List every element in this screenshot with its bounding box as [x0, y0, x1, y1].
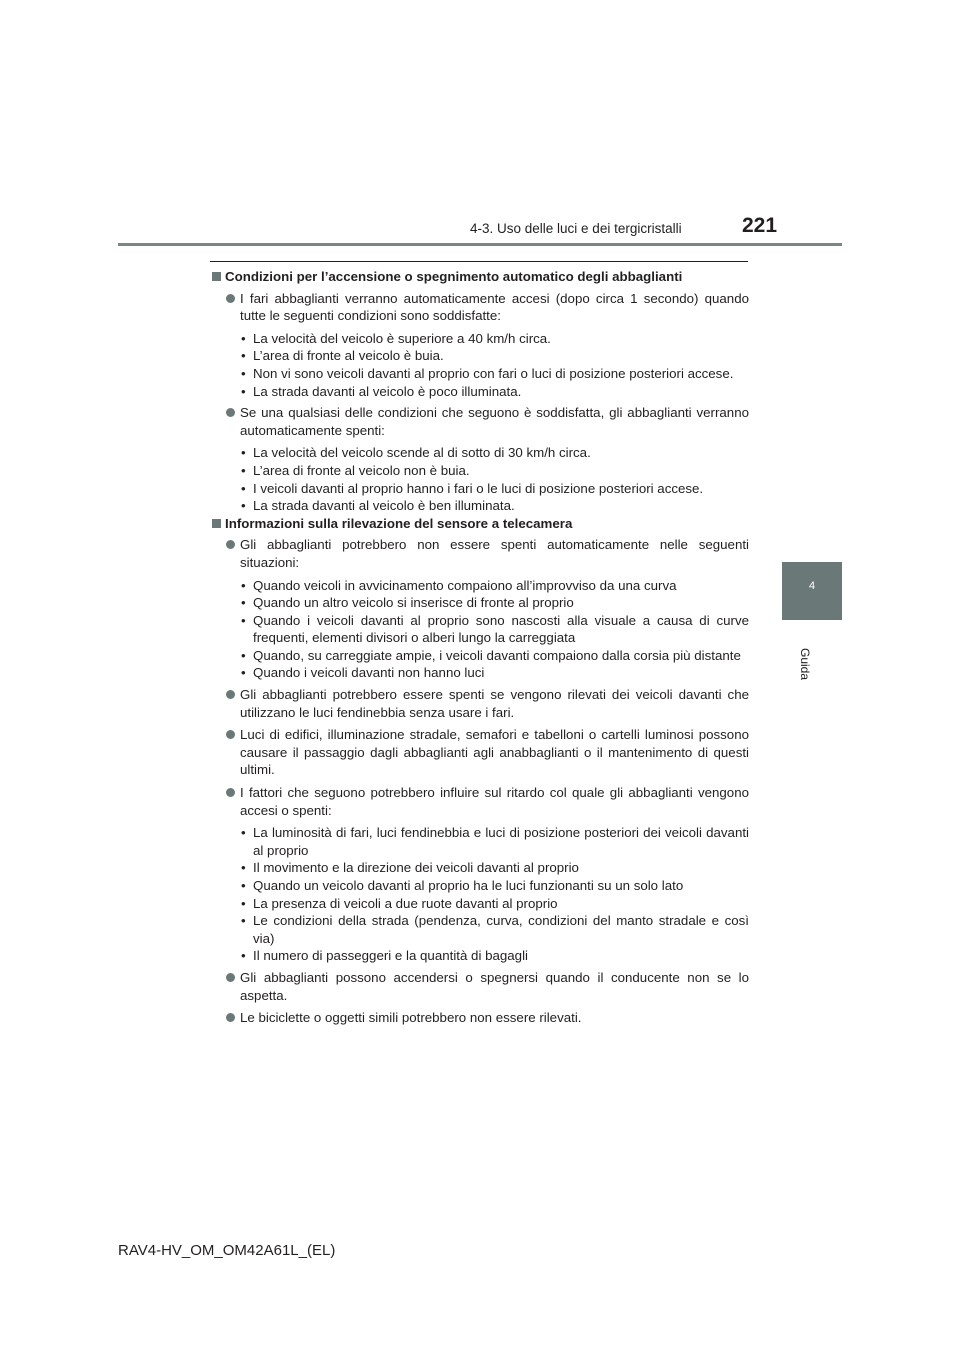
- list-item-text: La strada davanti al veicolo è poco illuminata.: [253, 383, 522, 399]
- chapter-tab: [782, 562, 842, 620]
- header-rule: [118, 243, 842, 246]
- list-item: [240, 647, 749, 665]
- bullet-dot-icon: •: [241, 895, 246, 911]
- list-item-text: I veicoli davanti al proprio hanno i fari o le luci di posizione posteriori accese.: [253, 480, 704, 496]
- list-item-text: L’area di fronte al veicolo non è buia.: [253, 462, 470, 478]
- circle-bullet-icon: [226, 1013, 235, 1022]
- section-heading-text: Informazioni sulla rilevazione del sensore a telecamera: [225, 515, 573, 531]
- paragraph-text: Gli abbaglianti potrebbero non essere spenti automaticamente nelle seguenti situazioni:: [240, 537, 749, 570]
- paragraph-text: Se una qualsiasi delle condizioni che seguono è soddisfatta, gli abbaglianti verranno automaticamente spenti:: [240, 405, 749, 438]
- circle-bullet-icon: [226, 690, 235, 699]
- bullet-dot-icon: •: [241, 647, 246, 663]
- list-item: [240, 347, 749, 365]
- bullet-dot-icon: •: [241, 878, 246, 893]
- list-item-text: Quando un veicolo davanti al proprio ha le luci funzionanti su un solo lato: [253, 878, 684, 893]
- paragraph-text: Le biciclette o oggetti simili potrebbero non essere rilevati.: [240, 1010, 582, 1026]
- header-section-title: 4-3. Uso delle luci e dei tergicristalli: [470, 221, 682, 236]
- paragraph-text: Gli abbaglianti possono accendersi o spegnersi quando il conducente non se lo aspetta.: [240, 969, 749, 1003]
- circle-bullet-icon: [226, 788, 235, 797]
- paragraph-text: Luci di edifici, illuminazione stradale, semafori e tabelloni o cartelli luminosi possono causare il passaggio dagli abbaglianti agli anabbaglianti o il mantenimento di questi ultimi.: [240, 727, 749, 778]
- list-item: [240, 444, 749, 462]
- list-item: [240, 877, 749, 895]
- circle-bullet-icon: [226, 973, 235, 982]
- list-item: [240, 383, 749, 401]
- square-bullet-icon: [212, 272, 221, 281]
- list-item: [240, 594, 749, 612]
- bullet-dot-icon: •: [241, 445, 246, 461]
- bullet-dot-icon: •: [241, 860, 246, 876]
- list-item: [240, 824, 749, 859]
- section-heading: [211, 515, 749, 533]
- paragraph: [211, 686, 749, 721]
- bullet-list: [240, 824, 749, 965]
- page-number: 221: [742, 214, 778, 237]
- section-heading: [211, 268, 749, 286]
- bullet-list: [240, 330, 749, 400]
- list-item-text: Le condizioni della strada (pendenza, curva, condizioni del manto stradale e così via): [253, 913, 749, 946]
- footer-document-code: RAV4-HV_OM_OM42A61L_(EL): [118, 1242, 336, 1259]
- section-heading-text: Condizioni per l’accensione o spegnimento automatico degli abbaglianti: [225, 269, 683, 284]
- content-rule: [210, 261, 748, 262]
- list-item: [240, 330, 749, 348]
- list-item: [240, 365, 749, 383]
- paragraph: [211, 536, 749, 571]
- list-item-text: Quando i veicoli davanti al proprio sono nascosti alla visuale a causa di curve frequenti, elementi divisori o alberi lungo la carreggiata: [253, 612, 749, 646]
- circle-bullet-icon: [226, 540, 235, 549]
- list-item: [240, 664, 749, 682]
- list-item-text: La velocità del veicolo è superiore a 40 km/h circa.: [253, 330, 551, 346]
- page-content: [211, 268, 749, 1032]
- bullet-dot-icon: •: [241, 462, 246, 478]
- paragraph: [211, 784, 749, 819]
- bullet-dot-icon: •: [241, 480, 246, 496]
- circle-bullet-icon: [226, 294, 235, 303]
- paragraph: [211, 726, 749, 779]
- square-bullet-icon: [212, 519, 221, 528]
- bullet-dot-icon: •: [241, 612, 246, 628]
- chapter-number: 4: [808, 580, 816, 592]
- paragraph-text: I fattori che seguono potrebbero influire sul ritardo col quale gli abbaglianti vengono accesi o spenti:: [240, 785, 749, 818]
- list-item-text: Quando veicoli in avvicinamento compaiono all’improvviso da una curva: [253, 577, 677, 593]
- list-item: [240, 612, 749, 647]
- list-item-text: Il movimento e la direzione dei veicoli davanti al proprio: [253, 860, 579, 876]
- paragraph-text: Gli abbaglianti potrebbero essere spenti se vengono rilevati dei veicoli davanti che utilizzano le luci fendinebbia senza usare i fari.: [240, 687, 749, 720]
- bullet-dot-icon: •: [241, 595, 246, 611]
- bullet-dot-icon: •: [241, 825, 246, 841]
- list-item-text: Non vi sono veicoli davanti al proprio con fari o luci di posizione posteriori accese.: [253, 365, 734, 381]
- list-item: [240, 462, 749, 480]
- list-item-text: Il numero di passeggeri e la quantità di bagagli: [253, 948, 528, 964]
- list-item-text: Quando un altro veicolo si inserisce di fronte al proprio: [253, 595, 574, 611]
- paragraph-text: I fari abbaglianti verranno automaticamente accesi (dopo circa 1 secondo) quando tutte le seguenti condizioni sono soddisfatte:: [240, 290, 749, 324]
- list-item: [240, 497, 749, 515]
- list-item-text: La presenza di veicoli a due ruote davanti al proprio: [253, 895, 558, 911]
- bullet-dot-icon: •: [241, 498, 246, 514]
- bullet-dot-icon: •: [241, 348, 246, 364]
- bullet-dot-icon: •: [241, 383, 246, 399]
- bullet-list: [240, 577, 749, 683]
- bullet-list: [240, 444, 749, 514]
- circle-bullet-icon: [226, 730, 235, 739]
- list-item: [240, 480, 749, 498]
- bullet-dot-icon: •: [241, 913, 246, 929]
- paragraph: [211, 969, 749, 1004]
- bullet-dot-icon: •: [241, 577, 246, 593]
- list-item-text: Quando, su carreggiate ampie, i veicoli davanti compaiono dalla corsia più distante: [253, 647, 741, 663]
- chapter-name: Guida: [798, 648, 812, 681]
- list-item-text: La velocità del veicolo scende al di sotto di 30 km/h circa.: [253, 445, 591, 461]
- list-item-text: L’area di fronte al veicolo è buia.: [253, 348, 444, 364]
- list-item-text: Quando i veicoli davanti non hanno luci: [253, 665, 485, 681]
- bullet-dot-icon: •: [241, 665, 246, 681]
- paragraph: [211, 404, 749, 439]
- bullet-dot-icon: •: [241, 948, 246, 964]
- bullet-dot-icon: •: [241, 330, 246, 346]
- list-item: [240, 577, 749, 595]
- list-item: [240, 859, 749, 877]
- list-item: [240, 947, 749, 965]
- list-item-text: La strada davanti al veicolo è ben illuminata.: [253, 498, 515, 514]
- bullet-dot-icon: •: [241, 365, 246, 381]
- circle-bullet-icon: [226, 408, 235, 417]
- list-item: [240, 895, 749, 913]
- list-item: [240, 912, 749, 947]
- list-item-text: La luminosità di fari, luci fendinebbia e luci di posizione posteriori dei veicoli davanti al proprio: [253, 825, 749, 858]
- paragraph: [211, 290, 749, 325]
- paragraph: [211, 1009, 749, 1027]
